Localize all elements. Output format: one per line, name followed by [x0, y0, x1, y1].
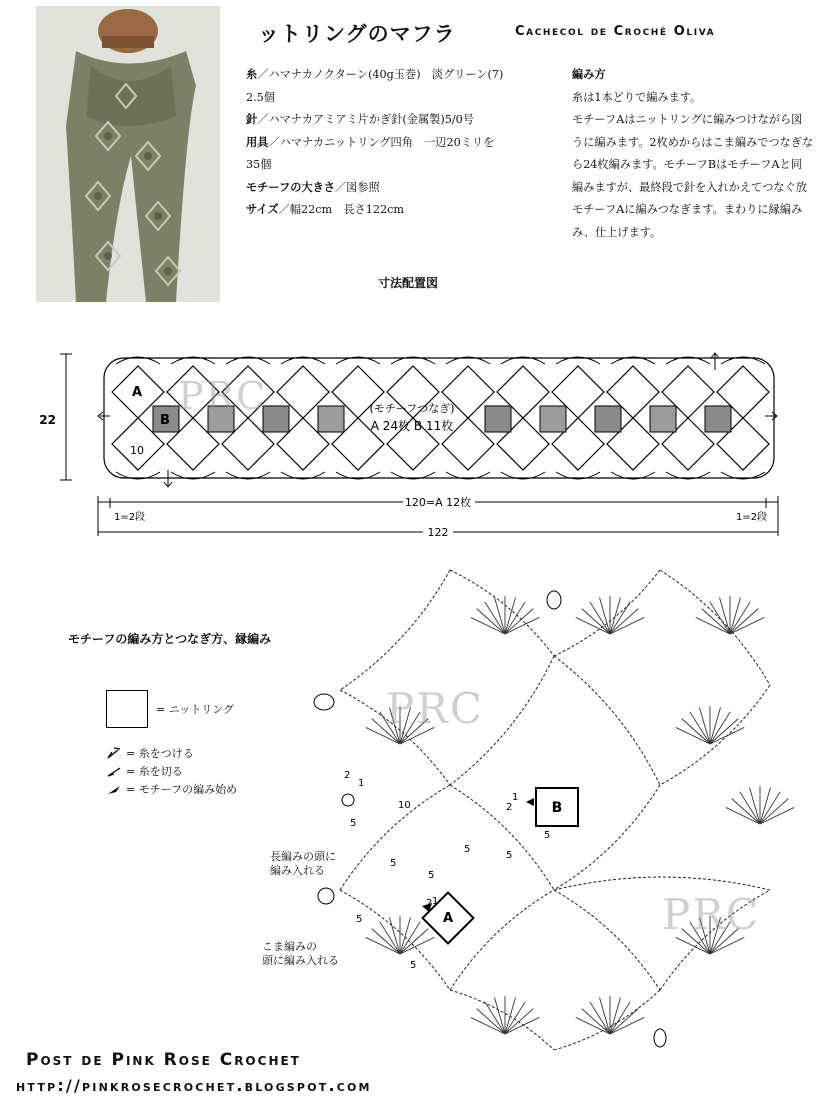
height-dimension-label: 22 [39, 413, 56, 427]
chart-num: 5 [428, 870, 435, 881]
chart-num: 5 [544, 830, 551, 841]
chain-arc [450, 890, 554, 990]
motif-size-line: モチーフの大きさ／図参照 [246, 180, 380, 194]
stitch-stroke [730, 609, 758, 634]
chain-arc [340, 570, 450, 690]
stitch-stroke [400, 917, 411, 954]
motif-edge-label: 10 [130, 444, 144, 457]
square-motif [318, 406, 344, 432]
chart-num: 5 [410, 960, 417, 971]
knit-ring-square-icon [106, 690, 148, 728]
method-line: モチーフAに編みつなぎます。まわりに縁編み [572, 203, 803, 216]
chart-num: 5 [464, 844, 471, 855]
stitch-stroke [505, 997, 516, 1034]
legend-cut-text: = 糸を切る [126, 765, 183, 778]
stitch-stroke [389, 917, 400, 954]
note-sc-line1: こま編みの [262, 940, 317, 953]
chart-motif-a-label: A [442, 911, 454, 926]
stitch-stroke [699, 707, 710, 744]
legend-ring-text: = ニットリング [156, 703, 235, 716]
pattern-title-jp: ットリングのマフラ [258, 22, 456, 46]
chain-arc [554, 656, 660, 785]
stitch-stroke [749, 787, 760, 824]
chart-num: 5 [356, 914, 363, 925]
tool-qty-line: 35個 [246, 158, 272, 171]
chart-fans [366, 596, 794, 1034]
chart-num: 5 [506, 850, 513, 861]
legend-item-start [106, 780, 256, 798]
chart-num: 10 [398, 800, 411, 811]
chart-num: 1 [512, 792, 519, 803]
scarf-photo-image [36, 6, 220, 302]
chain-arc [554, 570, 660, 656]
chain-arc [554, 877, 770, 890]
stitch-stroke [732, 799, 760, 824]
stitch-stroke [505, 597, 516, 634]
stitch-stroke [505, 1009, 533, 1034]
yarn-line: 糸／ハマナカノクターン(40g玉巻) 淡グリーン(7) [246, 68, 504, 81]
dimension-right-label: 1=2段 [736, 512, 768, 523]
yarn-qty-line: 2.5個 [246, 90, 275, 104]
method-line: 編みますが、最終段で針を入れかえてつなぐ放 [572, 180, 807, 194]
square-motif [705, 406, 731, 432]
square-motif [540, 406, 566, 432]
square-motif [595, 406, 621, 432]
chart-num: 1 [432, 896, 439, 907]
stitch-stroke [610, 597, 621, 634]
motif-start-icon [106, 782, 124, 796]
chain-arc [660, 685, 770, 785]
tool-line: 用具／ハマナカニットリング四角 一辺20ミリを [246, 135, 495, 149]
chart-num: 2 [344, 770, 351, 781]
stitch-stroke [494, 997, 505, 1034]
stitch-stroke [610, 609, 638, 634]
chain-arc [450, 990, 554, 1050]
stitch-stroke [610, 997, 621, 1034]
watermark: PRC [178, 374, 268, 418]
chart-num: 5 [350, 818, 357, 829]
dimension-middle-label: 120=A 12枚 [404, 496, 472, 509]
legend-attach-text: = 糸をつける [126, 747, 194, 760]
stitch-stroke [372, 929, 400, 954]
dimension-total-label: 122 [427, 526, 449, 539]
stitch-stroke [477, 609, 505, 634]
stitch-stroke [582, 1009, 610, 1034]
footer-credit: Post de Pink Rose Crochet [26, 1050, 301, 1070]
cut-yarn-icon [106, 764, 124, 778]
legend-item-attach [106, 744, 256, 762]
footer-url[interactable]: http://pinkrosecrochet.blogspot.com [16, 1076, 372, 1095]
note-treble-line2: 編み入れる [270, 864, 325, 877]
dimension-left-label: 1=2段 [114, 512, 146, 523]
stitch-stroke [494, 597, 505, 634]
stitch-stroke [730, 597, 741, 634]
chain-arc [450, 570, 554, 656]
chart-num: 2 [426, 898, 433, 909]
legend-start-text: = モチーフの編み始め [126, 783, 238, 796]
method-line: うに編みます。2枚めからはこま編みでつなぎな [572, 135, 814, 149]
stitch-stroke [760, 799, 788, 824]
crochet-chart [300, 560, 800, 1050]
note-treble-line1: 長編みの頭に [270, 850, 336, 863]
hook-line: 針／ハマナカアミアミ片かぎ針(金属製)5/0号 [246, 113, 474, 126]
stitch-stroke [710, 707, 721, 744]
chain-arc [660, 570, 770, 685]
chart-legend [106, 688, 256, 798]
chain-arc [554, 990, 660, 1050]
stitch-stroke [682, 719, 710, 744]
stitch-stroke [505, 609, 533, 634]
stitch-stroke [610, 1009, 638, 1034]
watermark: PRC [386, 684, 485, 733]
stitch-stroke [582, 609, 610, 634]
legend-item-cut [106, 762, 256, 780]
motif-a-label: A [132, 385, 143, 400]
method-line: ら24枚編みます。モチーフBはモチーフAと同 [572, 158, 802, 171]
stitch-stroke [710, 719, 738, 744]
method-line: モチーフAはニットリングに編みつけながら図 [572, 113, 803, 126]
chain-loops [314, 591, 666, 1050]
layout-diagram-title: 寸法配置図 [378, 276, 439, 290]
chart-num: 1 [358, 778, 365, 789]
watermark: PRC [662, 890, 761, 939]
method-line: 糸は1本どりで編みます。 [572, 90, 702, 104]
stitch-stroke [599, 997, 610, 1034]
stitch-stroke [760, 787, 771, 824]
motif-b-label: B [160, 413, 170, 428]
stitch-stroke [477, 1009, 505, 1034]
chart-motif-b-label: B [551, 800, 563, 816]
chart-num: 2 [506, 802, 513, 813]
legend-item-ring [106, 688, 256, 730]
motif-count-label: A 24枚 B 11枚 [370, 419, 454, 433]
attach-yarn-icon [106, 746, 124, 760]
square-motif [650, 406, 676, 432]
size-line: サイズ／幅22cm 長さ122cm [246, 203, 404, 216]
pattern-title-pt: Cachecol de Crochê Oliva [515, 24, 716, 39]
layout-diagram [0, 340, 840, 540]
chart-num: 5 [390, 858, 397, 869]
method-heading: 編み方 [572, 68, 606, 81]
stitch-stroke [702, 609, 730, 634]
method-block [572, 64, 813, 244]
scarf-photo [36, 6, 220, 302]
chart-heading: モチーフの編み方とつなぎ方、縁編み [68, 632, 272, 646]
stitch-stroke [599, 597, 610, 634]
motif-join-label: (モチーフつなぎ) [369, 402, 455, 415]
stitch-stroke [719, 597, 730, 634]
motif-b-start-icon [526, 798, 534, 806]
chain-arc [554, 890, 660, 990]
method-line: み、仕上げます。 [572, 225, 662, 239]
stitch-stroke [400, 929, 428, 954]
note-sc-line2: 頭に編み入れる [262, 954, 339, 967]
square-motif [485, 406, 511, 432]
materials-block [246, 64, 503, 222]
